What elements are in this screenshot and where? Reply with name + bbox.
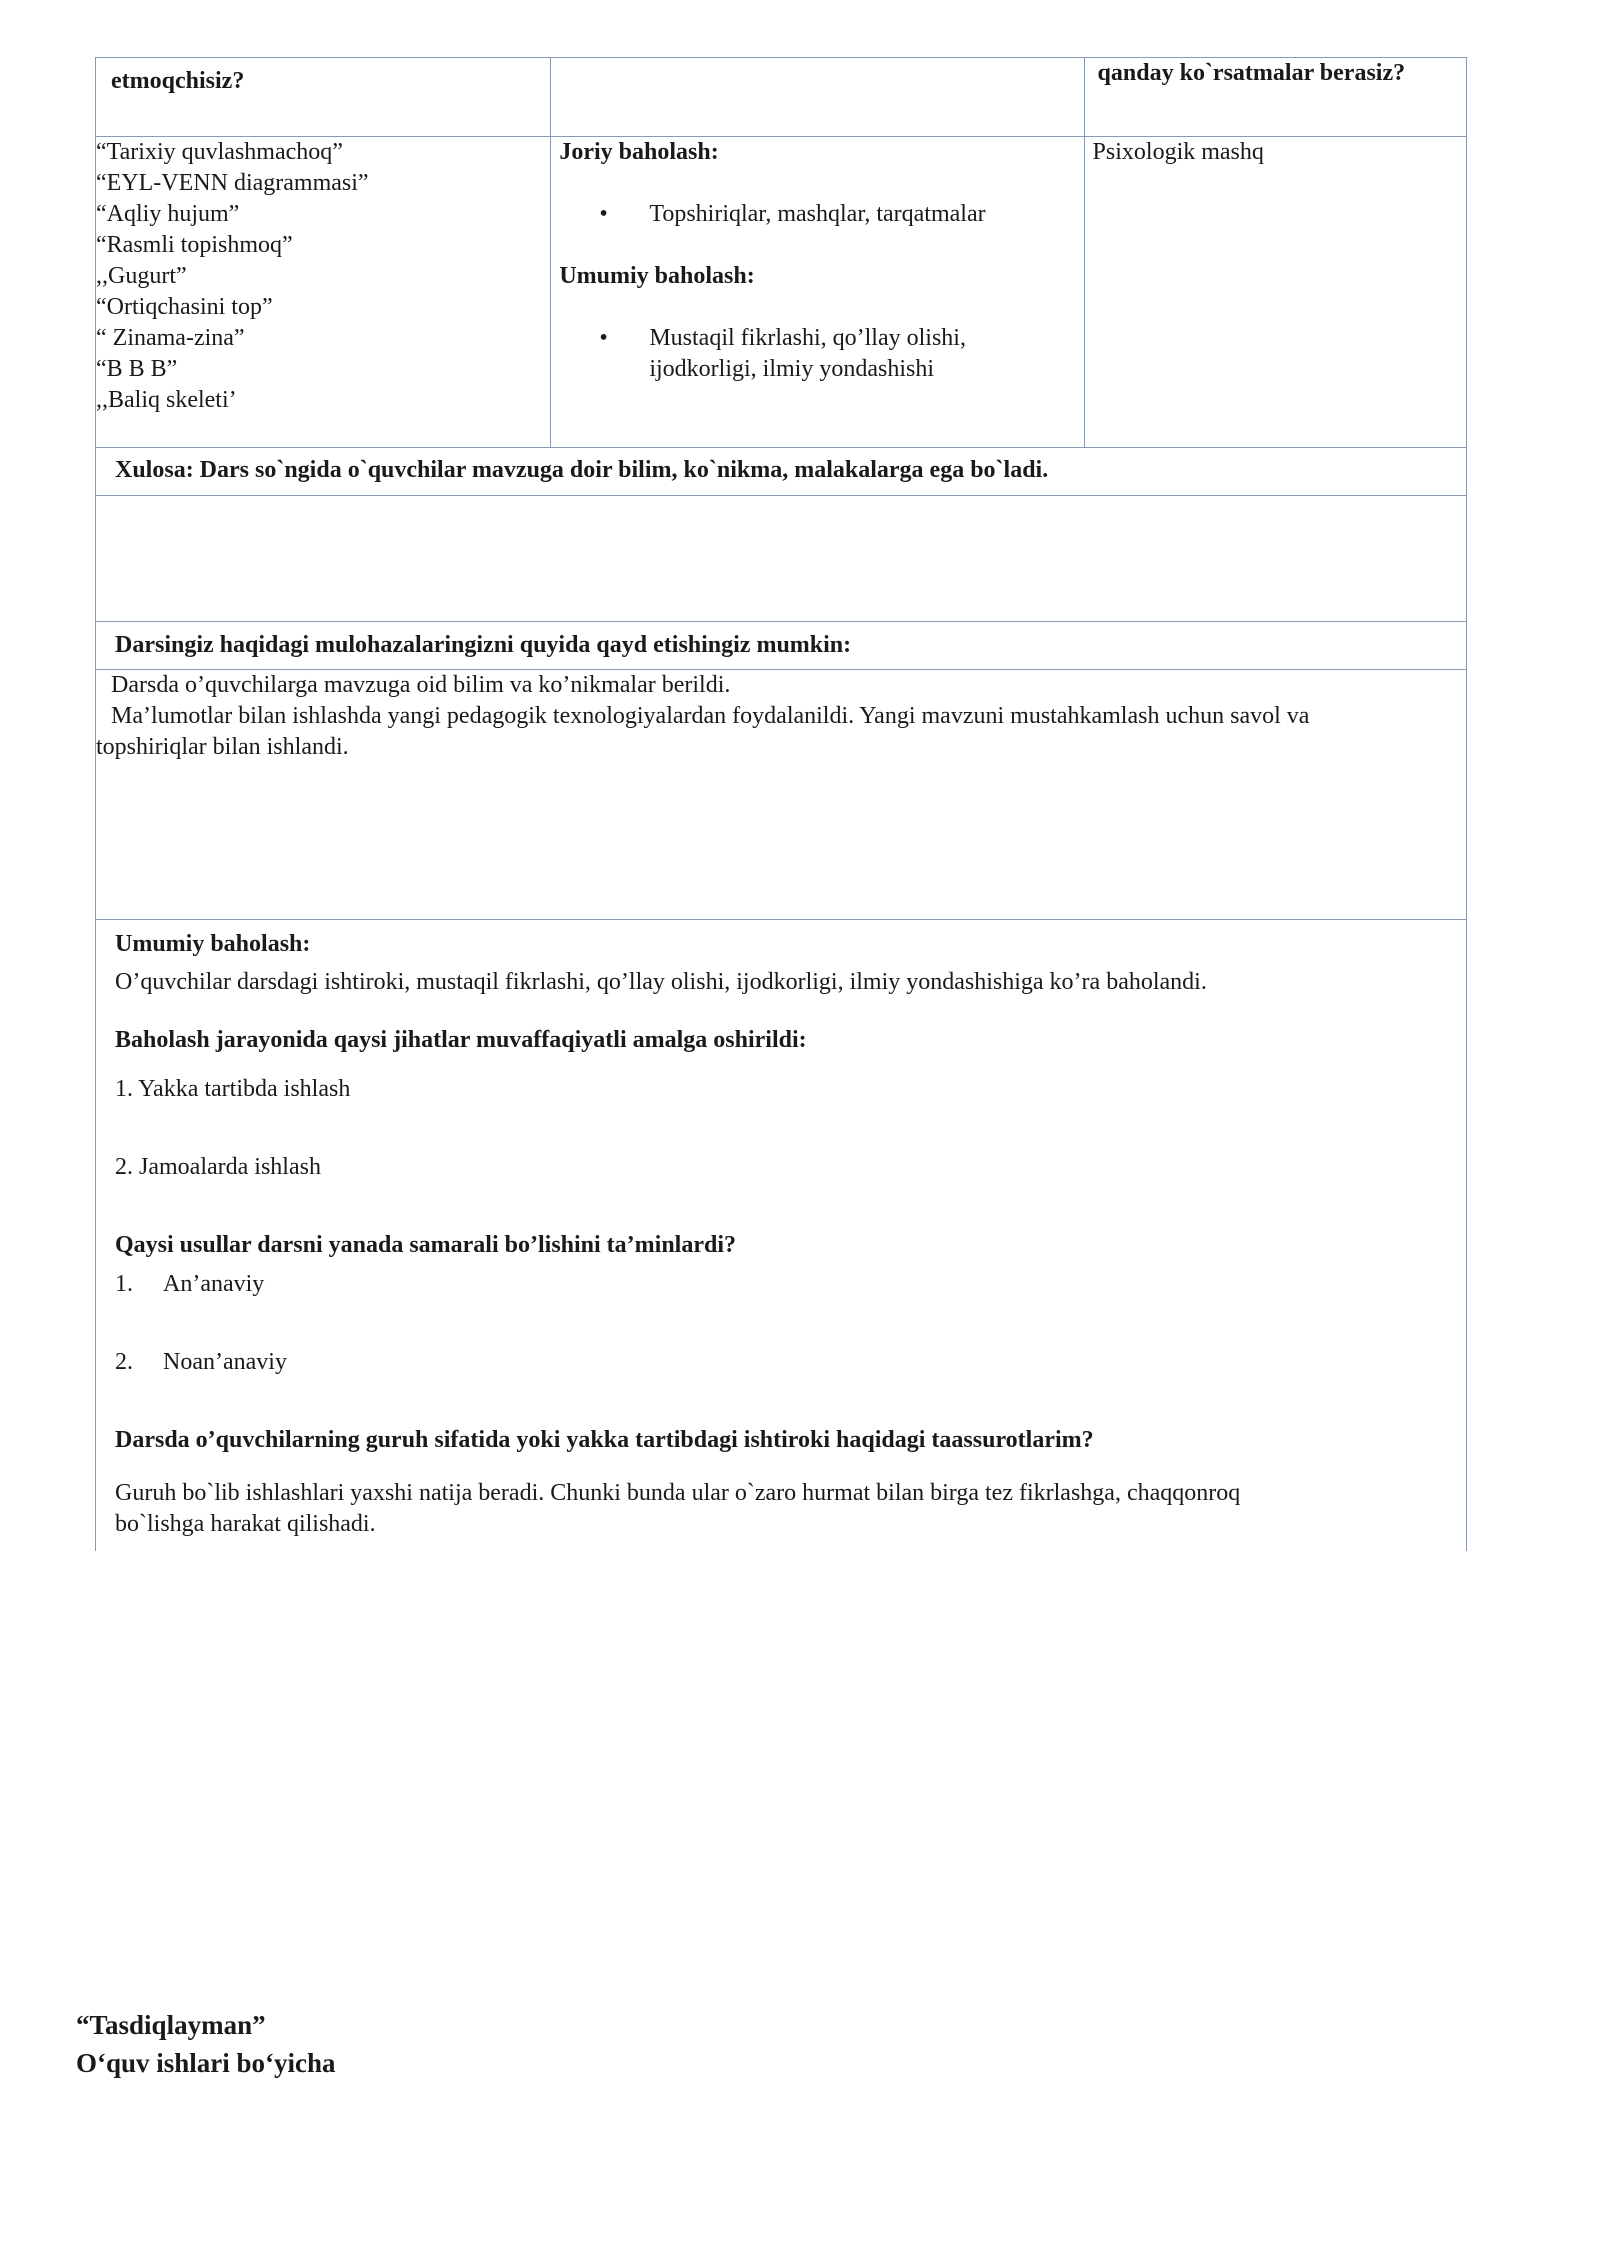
feedback-line-3: topshiriqlar bilan ishlandi. — [96, 734, 349, 760]
table-row-feedback-title — [95, 621, 1467, 669]
table-row-feedback-body — [95, 669, 1467, 919]
method-item: ,,Baliq skeleti’ — [96, 387, 237, 413]
general-assessment-item — [559, 323, 1083, 385]
question-3-answer-line1: Guruh bo`lib ishlashlari yaxshi natija beradi. Chunki bunda ular o`zaro hurmat bilan birga tez fikrlashga, chaqqonroq — [115, 1480, 1241, 1506]
bullet-icon: • — [599, 325, 608, 351]
general-text: O’quvchilar darsdagi ishtiroki, mustaqil fikrlashi, qo’llay olishi, ijodkorligi, ilmiy yondashishiga ko’ra baholandi. — [115, 969, 1207, 995]
header-cell-2 — [551, 58, 1084, 136]
methods-cell — [96, 137, 551, 447]
current-assessment-item — [559, 199, 1083, 230]
current-assessment-title: Joriy baholash: — [559, 139, 719, 165]
assessment-cell — [551, 137, 1084, 447]
question-3: Darsda o’quvchilarning guruh sifatida yoki yakka tartibdagi ishtiroki haqidagi taassurotlarim? — [115, 1427, 1094, 1453]
current-assessment-text: Topshiriqlar, mashqlar, tarqatmalar — [649, 201, 986, 227]
question-1-item-1: 1. Yakka tartibda ishlash — [115, 1076, 351, 1102]
header-cell-3 — [1085, 58, 1466, 136]
method-item: “Tarixiy quvlashmachoq” — [96, 139, 343, 165]
method-item: “B B B” — [96, 356, 178, 382]
table-row-methods — [95, 136, 1467, 447]
feedback-title: Darsingiz haqidagi mulohazalaringizni quyida qayd etishingiz mumkin: — [115, 632, 852, 658]
table-row-general — [95, 919, 1467, 1551]
general-assessment-text-wrap — [649, 323, 966, 385]
item-text: An’anaviy — [163, 1271, 265, 1297]
general-title: Umumiy baholash: — [115, 931, 311, 957]
method-item: ,,Gugurt” — [96, 263, 187, 289]
header-text-1: etmoqchisiz? — [111, 68, 245, 94]
item-number: 1. — [115, 1271, 133, 1297]
psych-text: Psixologik mashq — [1092, 139, 1264, 165]
header-cell-1 — [96, 58, 551, 136]
general-assessment-text-line2: ijodkorligi, ilmiy yondashishi — [649, 356, 934, 382]
approval-signature-block — [76, 2006, 336, 2082]
method-item: “Rasmli topishmoq” — [96, 232, 293, 258]
method-item: “ Zinama-zina” — [96, 325, 245, 351]
approval-subtitle: O‘quv ishlari bo‘yicha — [76, 2048, 336, 2078]
feedback-line-2: Ma’lumotlar bilan ishlashda yangi pedagogik texnologiyalardan foydalanildi. Yangi mavzuni mustahkamlash uchun savol va — [111, 703, 1310, 729]
question-1: Baholash jarayonida qaysi jihatlar muvaffaqiyatli amalga oshirildi: — [115, 1027, 807, 1053]
general-assessment-title: Umumiy baholash: — [559, 263, 755, 289]
question-2: Qaysi usullar darsni yanada samarali bo’lishini ta’minlardi? — [115, 1232, 737, 1258]
method-item: “Ortiqchasini top” — [96, 294, 273, 320]
item-text: Noan’anaviy — [163, 1349, 287, 1375]
question-2-item-1 — [115, 1269, 1466, 1300]
general-assessment-text-line1: Mustaqil fikrlashi, qo’llay olishi, — [649, 325, 966, 351]
bullet-icon: • — [599, 201, 608, 227]
method-item: “EYL-VENN diagrammasi” — [96, 170, 369, 196]
header-text-3: qanday ko`rsatmalar berasiz? — [1097, 60, 1406, 86]
question-3-answer-line2: bo`lishga harakat qilishadi. — [115, 1511, 376, 1537]
conclusion-text: Xulosa: Dars so`ngida o`quvchilar mavzuga doir bilim, ko`nikma, malakalarga ega bo`ladi. — [115, 457, 1049, 483]
feedback-line-1: Darsda o’quvchilarga mavzuga oid bilim va ko’nikmalar berildi. — [111, 672, 731, 698]
psych-cell — [1085, 137, 1466, 447]
method-item: “Aqliy hujum” — [96, 201, 240, 227]
question-1-item-2: 2. Jamoalarda ishlash — [115, 1154, 321, 1180]
table-row-empty — [95, 495, 1467, 621]
question-2-item-2 — [115, 1347, 1466, 1378]
approval-title: “Tasdiqlayman” — [76, 2010, 266, 2040]
lesson-plan-table — [95, 57, 1467, 1551]
general-content — [96, 920, 1466, 1540]
table-row-conclusion — [95, 447, 1467, 495]
table-row-header — [95, 57, 1467, 136]
item-number: 2. — [115, 1349, 133, 1375]
